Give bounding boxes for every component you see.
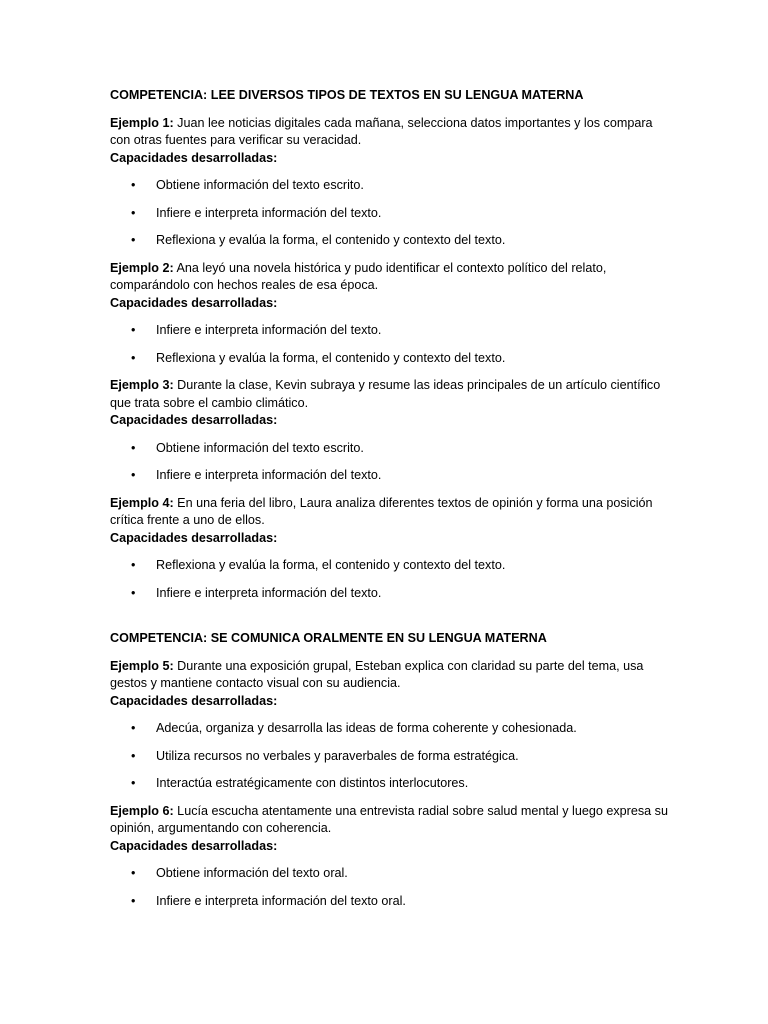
list-item-text: Adecúa, organiza y desarrolla las ideas de forma coherente y cohesionada. (156, 721, 577, 735)
example-paragraph (110, 377, 670, 412)
example-paragraph (110, 260, 670, 295)
example-block (110, 377, 670, 485)
list-item-text: Infiere e interpreta información del texto. (156, 468, 382, 482)
capacidades-list (110, 720, 670, 793)
list-item-text: Obtiene información del texto escrito. (156, 178, 364, 192)
capacidades-label: Capacidades desarrolladas: (110, 838, 278, 853)
bullet-icon: • (131, 585, 136, 600)
competencia-heading: COMPETENCIA: SE COMUNICA ORALMENTE EN SU LENGUA MATERNA (110, 631, 547, 645)
example-text: En una feria del libro, Laura analiza diferentes textos de opinión y forma una posición crítica frente a uno de ellos. (110, 495, 653, 527)
example-label: Ejemplo 6: (110, 803, 174, 818)
list-item (110, 205, 670, 223)
example-label: Ejemplo 3: (110, 378, 174, 392)
bullet-icon: • (131, 468, 136, 482)
example-text: Durante una exposición grupal, Esteban explica con claridad su parte del tema, usa gestos y mantiene contacto visual con su audiencia. (110, 658, 644, 690)
list-item (110, 557, 670, 575)
example-block (110, 115, 670, 250)
capacidades-list (110, 865, 670, 910)
capacidades-label: Capacidades desarrolladas: (110, 150, 278, 165)
capacidades-label: Capacidades desarrolladas: (110, 413, 278, 427)
capacidades-list (110, 322, 670, 367)
capacidades-list (110, 440, 670, 485)
bullet-icon: • (131, 748, 136, 763)
document-body (110, 87, 670, 920)
capacidades-label: Capacidades desarrolladas: (110, 693, 278, 708)
list-item-text: Interactúa estratégicamente con distintos interlocutores. (156, 776, 469, 790)
list-item-text: Reflexiona y evalúa la forma, el contenido y contexto del texto. (156, 350, 506, 365)
bullet-icon: • (131, 440, 136, 455)
list-item (110, 775, 670, 793)
example-paragraph (110, 803, 670, 838)
example-label: Ejemplo 4: (110, 495, 174, 510)
list-item-text: Reflexiona y evalúa la forma, el contenido y contexto del texto. (156, 233, 506, 247)
bullet-icon: • (131, 866, 136, 880)
example-paragraph (110, 115, 670, 150)
example-text: Durante la clase, Kevin subraya y resume las ideas principales de un artículo científico que trata sobre el cambio climático. (110, 378, 661, 410)
list-item-text: Reflexiona y evalúa la forma, el contenido y contexto del texto. (156, 558, 506, 572)
example-block (110, 658, 670, 793)
list-item-text: Infiere e interpreta información del texto. (156, 323, 382, 337)
example-block (110, 803, 670, 911)
bullet-icon: • (131, 558, 136, 572)
competencia-heading: COMPETENCIA: LEE DIVERSOS TIPOS DE TEXTOS EN SU LENGUA MATERNA (110, 88, 584, 102)
bullet-icon: • (131, 893, 136, 908)
bullet-icon: • (131, 178, 136, 192)
example-text: Juan lee noticias digitales cada mañana, selecciona datos importantes y los compara con otras fuentes para verificar su veracidad. (110, 115, 653, 147)
capacidades-list (110, 557, 670, 602)
list-item (110, 350, 670, 368)
capacidades-label: Capacidades desarrolladas: (110, 530, 278, 545)
list-item (110, 865, 670, 883)
capacidades-list (110, 177, 670, 250)
bullet-icon: • (131, 205, 136, 220)
list-item-text: Utiliza recursos no verbales y paraverbales de forma estratégica. (156, 748, 519, 763)
bullet-icon: • (131, 323, 136, 337)
example-paragraph (110, 495, 670, 530)
example-paragraph (110, 658, 670, 693)
example-text: Ana leyó una novela histórica y pudo identificar el contexto político del relato, comparándolo con hechos reales de esa época. (110, 260, 607, 292)
example-label: Ejemplo 2: (110, 260, 174, 275)
bullet-icon: • (131, 233, 136, 247)
example-block (110, 495, 670, 603)
list-item (110, 720, 670, 738)
list-item (110, 232, 670, 250)
bullet-icon: • (131, 776, 136, 790)
list-item-text: Infiere e interpreta información del texto. (156, 585, 382, 600)
list-item (110, 893, 670, 911)
example-block (110, 260, 670, 368)
list-item (110, 440, 670, 458)
list-item-text: Infiere e interpreta información del texto oral. (156, 893, 406, 908)
list-item (110, 322, 670, 340)
example-label: Ejemplo 5: (110, 658, 174, 673)
list-item (110, 585, 670, 603)
list-item-text: Obtiene información del texto oral. (156, 866, 348, 880)
bullet-icon: • (131, 721, 136, 735)
list-item (110, 177, 670, 195)
bullet-icon: • (131, 350, 136, 365)
list-item (110, 748, 670, 766)
list-item-text: Infiere e interpreta información del texto. (156, 205, 382, 220)
list-item-text: Obtiene información del texto escrito. (156, 440, 364, 455)
list-item (110, 467, 670, 485)
example-label: Ejemplo 1: (110, 115, 174, 130)
example-text: Lucía escucha atentamente una entrevista radial sobre salud mental y luego expresa su opinión, argumentando con coherencia. (110, 803, 668, 835)
capacidades-label: Capacidades desarrolladas: (110, 295, 278, 310)
